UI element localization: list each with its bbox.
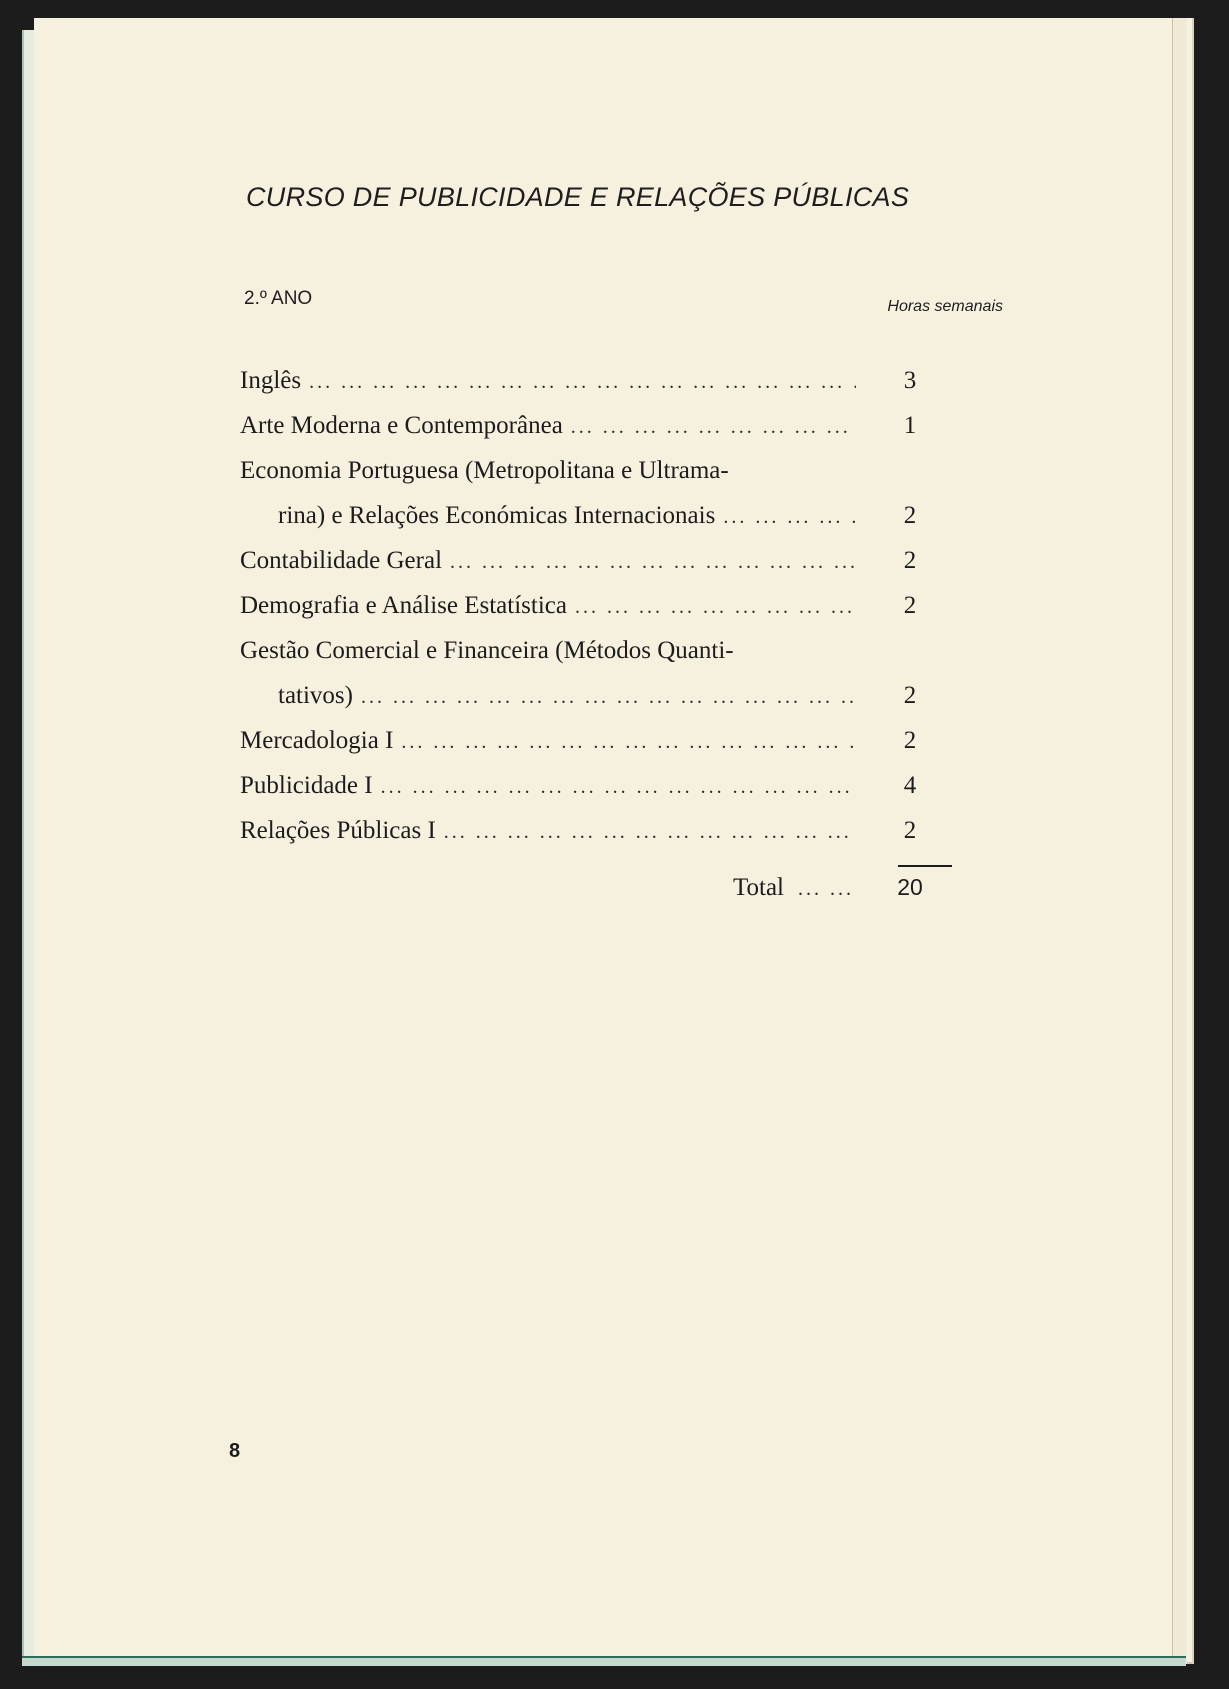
course-row [240, 448, 940, 493]
course-hours: 4 [903, 772, 917, 799]
course-name: Gestão Comercial e Financeira (Métodos Quanti- [240, 637, 734, 664]
total-label: Total [732, 874, 784, 901]
course-name: Arte Moderna e Contemporânea [240, 412, 563, 439]
course-list [240, 358, 940, 853]
leader-dots [450, 540, 856, 585]
total-leader-dots: ... ... [798, 878, 854, 900]
leader-dots [401, 720, 856, 765]
course-row [240, 538, 940, 583]
leader-dots [723, 495, 856, 540]
leader-dots [361, 675, 856, 720]
course-name: Economia Portuguesa (Metropolitana e Ultrama- [240, 457, 729, 484]
course-name: Mercadologia I [240, 727, 394, 754]
total-value: 20 [897, 874, 923, 900]
course-name: rina) e Relações Económicas Internacionais [278, 502, 716, 529]
hours-column-header: Horas semanais [887, 298, 1003, 315]
leader-dots [571, 405, 856, 450]
page-edge-right [1172, 18, 1187, 1664]
course-name: Contabilidade Geral [240, 547, 443, 574]
leader-dots [444, 810, 856, 855]
year-label: 2.º ANO [244, 288, 313, 309]
course-hours: 2 [903, 502, 917, 529]
course-name: Publicidade I [240, 772, 373, 799]
course-hours: 1 [903, 412, 917, 439]
course-row-continued [240, 493, 940, 538]
course-name: Demografia e Análise Estatística [240, 592, 567, 619]
page-number: 8 [229, 1440, 241, 1462]
leader-dots [309, 360, 856, 405]
course-row [240, 583, 940, 628]
document-title: CURSO DE PUBLICIDADE E RELAÇÕES PÚBLICAS [246, 182, 910, 212]
leader-dots [381, 765, 856, 810]
course-row [240, 808, 940, 853]
page-bottom-edge [22, 1656, 1186, 1666]
course-hours: 2 [903, 682, 917, 709]
course-row [240, 763, 940, 808]
leader-dots [575, 585, 856, 630]
course-row [240, 403, 940, 448]
course-hours: 2 [903, 547, 917, 574]
course-row [240, 628, 940, 673]
course-hours: 2 [903, 727, 917, 754]
course-row-continued [240, 673, 940, 718]
course-row [240, 718, 940, 763]
course-name: Relações Públicas I [240, 817, 436, 844]
total-rule [898, 865, 952, 867]
course-row [240, 358, 940, 403]
course-hours: 2 [903, 817, 917, 844]
course-name: Inglês [240, 367, 302, 394]
total-row [240, 874, 940, 919]
course-hours: 3 [903, 367, 917, 394]
course-hours: 2 [903, 592, 917, 619]
course-name: tativos) [278, 682, 353, 709]
